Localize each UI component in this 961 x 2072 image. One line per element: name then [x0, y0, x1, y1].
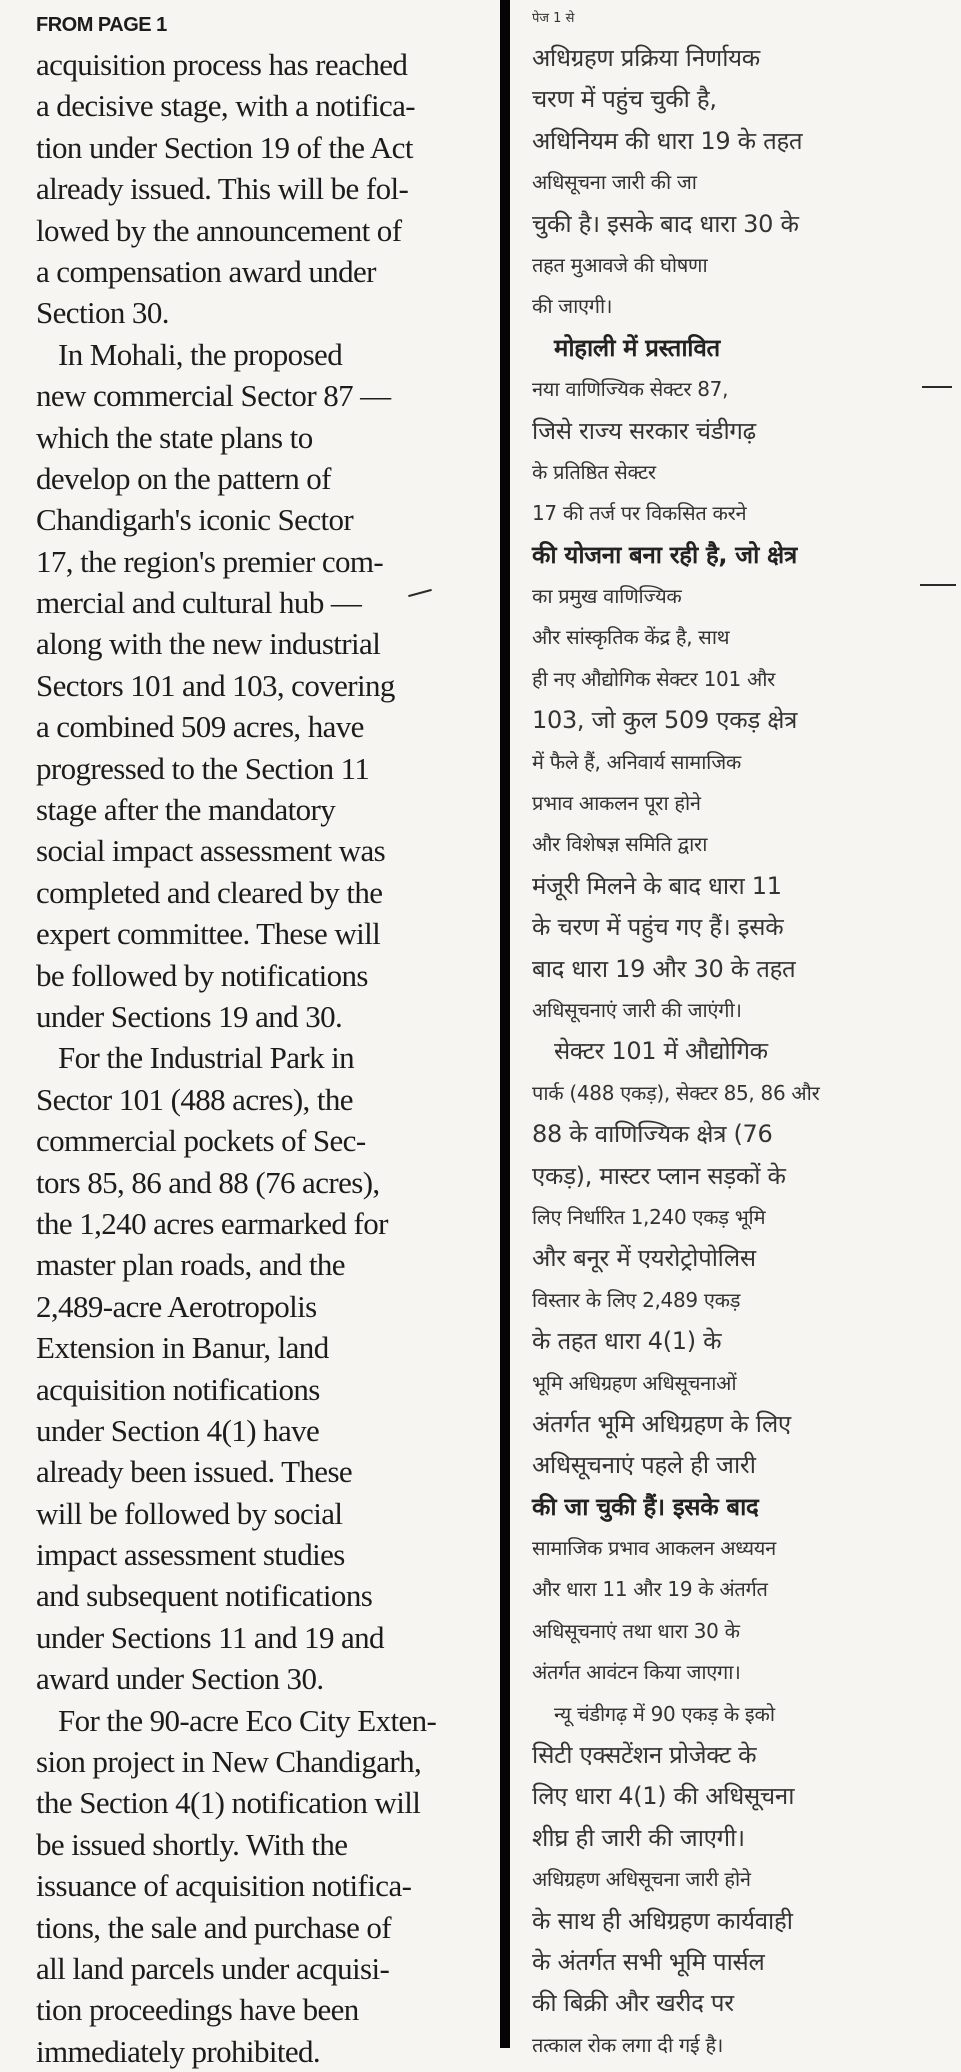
text-line: चरण में पहुंच चुकी है,	[532, 85, 717, 114]
text-line: अधिग्रहण प्रक्रिया निर्णायक	[532, 44, 760, 72]
text-line: acquisition process has reached	[36, 47, 408, 82]
text-line: along with the new industrial	[36, 626, 381, 662]
text-line: already been issued. These	[36, 1454, 353, 1490]
english-column	[36, 14, 466, 2072]
text-line: For the 90-acre Eco City Exten-	[58, 1702, 437, 1738]
text-line: immediately prohibited.	[36, 2033, 321, 2069]
text-line: Chandigarh's iconic Sector	[36, 502, 354, 538]
text-line: 17, the region's premier com-	[36, 543, 384, 579]
text-line: 103, जो कुल 509 एकड़ क्षेत्र	[532, 706, 798, 735]
continuation-label-hindi: पेज 1 से	[532, 11, 575, 26]
text-line: मंजूरी मिलने के बाद धारा 11	[532, 871, 782, 900]
english-article-body	[36, 44, 466, 2072]
text-line: sion project in New Chandigarh,	[36, 1744, 422, 1780]
text-line: stage after the mandatory	[36, 792, 336, 828]
text-line: न्यू चंडीगढ़ में 90 एकड़ के इको	[554, 1701, 775, 1726]
text-line: Extension in Banur, land	[36, 1330, 329, 1366]
text-line: completed and cleared by the	[36, 874, 383, 910]
hindi-column	[532, 8, 952, 2066]
text-line: के अंतर्गत सभी भूमि पार्सल	[532, 1947, 765, 1976]
text-line: master plan roads, and the	[36, 1247, 345, 1283]
english-paragraph	[36, 1037, 466, 1699]
text-line: सेक्टर 101 में औद्योगिक	[554, 1037, 768, 1066]
text-line: under Sections 11 and 19 and	[36, 1619, 384, 1655]
text-line: expert committee. These will	[36, 916, 381, 952]
english-paragraph	[36, 334, 466, 1038]
text-line: और विशेषज्ञ समिति द्वारा	[532, 832, 708, 857]
text-line: एकड़), मास्टर प्लान सड़कों के	[532, 1161, 786, 1190]
text-line: Sector 101 (488 acres), the	[36, 1081, 353, 1117]
text-line: will be followed by social	[36, 1495, 343, 1531]
text-line: a decisive stage, with a notifica-	[36, 88, 415, 124]
text-line: नया वाणिज्यिक सेक्टर 87,	[532, 377, 729, 402]
text-line: प्रभाव आकलन पूरा होने	[532, 791, 701, 816]
text-line: acquisition notifications	[36, 1371, 320, 1407]
text-line: भूमि अधिग्रहण अधिसूचनाओं	[532, 1370, 737, 1395]
text-line: और सांस्कृतिक केंद्र है, साथ	[532, 625, 730, 650]
text-line: लिए निर्धारित 1,240 एकड़ भूमि	[532, 1204, 766, 1229]
text-line: be followed by notifications	[36, 957, 368, 993]
english-paragraph	[36, 44, 466, 334]
text-line: already issued. This will be fol-	[36, 171, 409, 207]
text-line: में फैले हैं, अनिवार्य सामाजिक	[532, 749, 741, 774]
text-line: अंतर्गत आवंटन किया जाएगा।	[532, 1660, 741, 1685]
text-line: सिटी एक्सटेंशन प्रोजेक्ट के	[532, 1741, 757, 1770]
text-line: अंतर्गत भूमि अधिग्रहण के लिए	[532, 1409, 791, 1438]
text-line: के प्रतिष्ठित सेक्टर	[532, 459, 656, 484]
text-line: मोहाली में प्रस्तावित	[554, 333, 720, 362]
text-line: पार्क (488 एकड़), सेक्टर 85, 86 और	[532, 1080, 820, 1105]
text-line: commercial pockets of Sec-	[36, 1123, 366, 1159]
text-line: the Section 4(1) notification will	[36, 1785, 421, 1821]
text-line: a combined 509 acres, have	[36, 709, 364, 745]
text-line: and subsequent notifications	[36, 1578, 373, 1614]
text-line: award under Section 30.	[36, 1661, 324, 1697]
text-line: social impact assessment was	[36, 833, 386, 869]
text-line: अधिसूचनाएं पहले ही जारी	[532, 1451, 756, 1480]
text-line: new commercial Sector 87 —	[36, 378, 391, 414]
text-line: the 1,240 acres earmarked for	[36, 1205, 388, 1241]
text-line: अधिसूचना जारी की जा	[532, 170, 697, 195]
hindi-paragraph	[532, 1031, 952, 1693]
text-line: tion under Section 19 of the Act	[36, 129, 413, 165]
text-line: all land parcels under acquisi-	[36, 1950, 390, 1986]
text-line: बाद धारा 19 और 30 के तहत	[532, 954, 796, 983]
hindi-paragraph	[532, 1694, 952, 2067]
hindi-article-body	[532, 38, 952, 2066]
text-line: और धारा 11 और 19 के अंतर्गत	[532, 1577, 768, 1602]
text-line: Sectors 101 and 103, covering	[36, 667, 395, 703]
text-line: 2,489-acre Aerotropolis	[36, 1288, 317, 1324]
text-line: issuance of acquisition notifica-	[36, 1868, 412, 1904]
text-line: की बिक्री और खरीद पर	[532, 1989, 734, 2018]
hindi-paragraph	[532, 38, 952, 328]
text-line: a compensation award under	[36, 253, 376, 289]
text-line: तत्काल रोक लगा दी गई है।	[532, 2032, 724, 2057]
text-line: अधिसूचनाएं तथा धारा 30 के	[532, 1618, 740, 1643]
text-line: tions, the sale and purchase of	[36, 1909, 392, 1945]
text-line: चुकी है। इसके बाद धारा 30 के	[532, 209, 799, 238]
text-line: mercial and cultural hub —	[36, 585, 362, 621]
text-line: की जाएगी।	[532, 294, 613, 319]
text-line: tors 85, 86 and 88 (76 acres),	[36, 1164, 380, 1200]
text-line: under Sections 19 and 30.	[36, 998, 343, 1034]
text-line: tion proceedings have been	[36, 1992, 359, 2028]
text-line: और बनूर में एयरोट्रोपोलिस	[532, 1244, 756, 1273]
text-line: लिए धारा 4(1) की अधिसूचना	[532, 1782, 795, 1811]
text-line: सामाजिक प्रभाव आकलन अध्ययन	[532, 1536, 776, 1561]
text-line: which the state plans to	[36, 419, 313, 455]
text-line: के तहत धारा 4(1) के	[532, 1327, 722, 1356]
text-line: विस्तार के लिए 2,489 एकड़	[532, 1287, 741, 1312]
text-line: under Section 4(1) have	[36, 1412, 320, 1448]
hindi-paragraph	[532, 328, 952, 1032]
english-paragraph	[36, 1700, 466, 2072]
text-line: In Mohali, the proposed	[58, 336, 343, 372]
text-line: जिसे राज्य सरकार चंडीगढ़	[532, 416, 756, 445]
text-line: impact assessment studies	[36, 1537, 345, 1573]
text-line: be issued shortly. With the	[36, 1826, 348, 1862]
text-line: अधिनियम की धारा 19 के तहत	[532, 126, 803, 155]
text-line: की योजना बना रही है, जो क्षेत्र	[532, 540, 797, 569]
text-line: तहत मुआवजे की घोषणा	[532, 252, 708, 277]
text-line: का प्रमुख वाणिज्यिक	[532, 584, 682, 609]
text-line: For the Industrial Park in	[58, 1040, 355, 1076]
text-line: के साथ ही अधिग्रहण कार्यवाही	[532, 1906, 793, 1935]
text-line: 88 के वाणिज्यिक क्षेत्र (76	[532, 1120, 773, 1149]
text-line: lowed by the announcement of	[36, 212, 402, 248]
continuation-label: FROM PAGE 1	[36, 14, 167, 36]
text-line: की जा चुकी हैं। इसके बाद	[532, 1492, 759, 1521]
text-line: progressed to the Section 11	[36, 750, 370, 786]
text-line: शीघ्र ही जारी की जाएगी।	[532, 1823, 745, 1852]
text-line: अधिसूचनाएं जारी की जाएंगी।	[532, 997, 742, 1022]
text-line: के चरण में पहुंच गए हैं। इसके	[532, 913, 784, 942]
column-divider	[500, 0, 510, 2048]
text-line: Section 30.	[36, 295, 169, 331]
text-line: 17 की तर्ज पर विकसित करने	[532, 501, 747, 526]
text-line: ही नए औद्योगिक सेक्टर 101 और	[532, 666, 775, 691]
text-line: अधिग्रहण अधिसूचना जारी होने	[532, 1867, 751, 1892]
text-line: develop on the pattern of	[36, 460, 331, 496]
